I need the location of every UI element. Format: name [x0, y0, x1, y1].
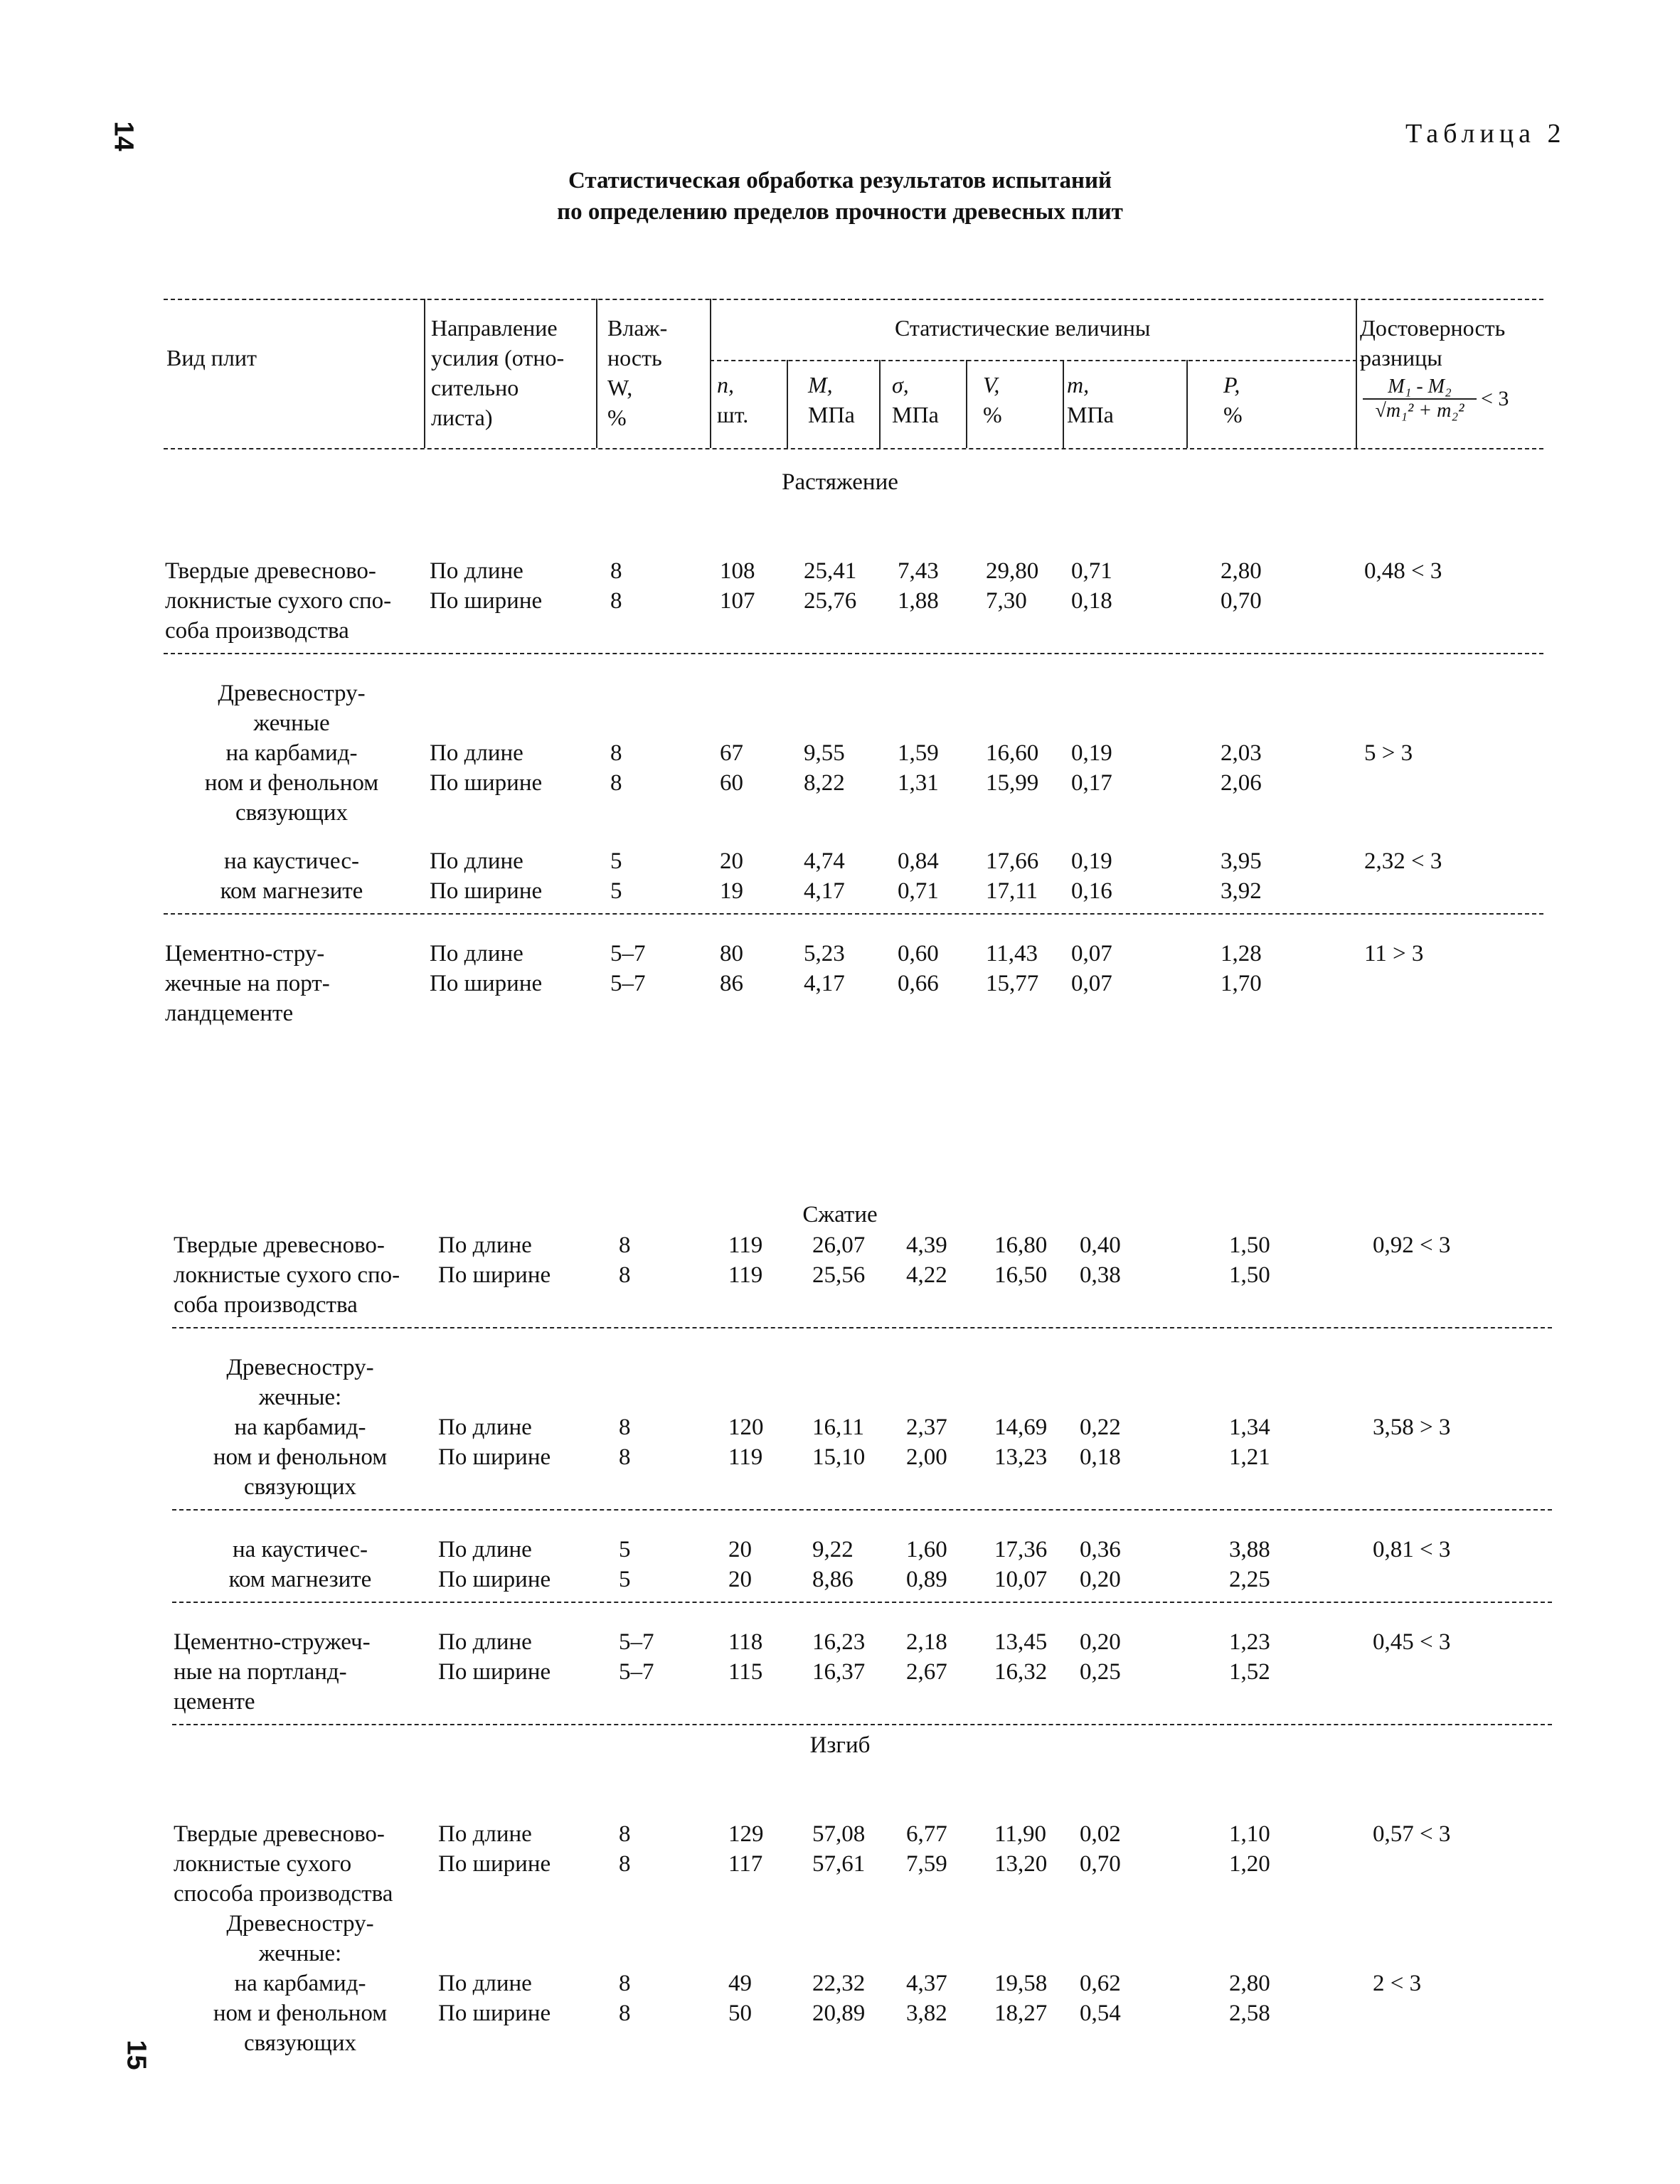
cell-std-dev: 0,71: [898, 878, 939, 904]
cell-std-dev: 1,31: [898, 770, 939, 796]
cell-std-dev: 7,59: [906, 1851, 947, 1877]
cell-direction: По длине: [438, 1821, 532, 1847]
cell-direction: По ширине: [430, 770, 543, 796]
cell-variation: 18,27: [994, 2001, 1048, 2026]
header-n: n, шт.: [717, 372, 749, 427]
plate-type-line: ные на портланд-: [174, 1659, 347, 1685]
cell-significance: 0,81 < 3: [1373, 1537, 1451, 1562]
cell-accuracy: 1,52: [1229, 1659, 1270, 1685]
cell-accuracy: 2,06: [1221, 770, 1262, 796]
cell-mean: 16,11: [812, 1415, 865, 1440]
cell-direction: По ширине: [438, 2001, 551, 2026]
cell-moisture: 5–7: [619, 1659, 654, 1685]
cell-mean-error: 0,07: [1071, 971, 1112, 996]
cell-moisture: 8: [619, 1821, 631, 1847]
cell-significance: 2,32 < 3: [1364, 848, 1442, 874]
cell-moisture: 5: [619, 1537, 631, 1562]
plate-type-line: локнистые сухого: [174, 1851, 352, 1877]
header-accuracy: P, %: [1223, 372, 1243, 427]
plate-type-line: соба производства: [174, 1292, 358, 1318]
cell-mean: 4,74: [804, 848, 845, 874]
row-separator: [164, 653, 1543, 654]
cell-std-dev: 7,43: [898, 558, 939, 584]
cell-std-dev: 0,66: [898, 971, 939, 996]
cell-mean: 22,32: [812, 1971, 866, 1996]
header-stat-group: Статистические величины: [895, 315, 1151, 341]
row-separator: [164, 913, 1543, 915]
cell-accuracy: 0,70: [1221, 588, 1262, 614]
row-separator: [172, 1602, 1552, 1603]
header-divider: [596, 299, 597, 448]
plate-type-line: Древесностру-: [218, 681, 366, 706]
cell-std-dev: 0,84: [898, 848, 939, 874]
cell-count: 19: [720, 878, 743, 904]
cell-std-dev: 4,37: [906, 1971, 947, 1996]
cell-mean: 8,86: [812, 1567, 854, 1592]
cell-accuracy: 3,88: [1229, 1537, 1270, 1562]
cell-direction: По ширине: [438, 1567, 551, 1592]
cell-accuracy: 1,28: [1221, 941, 1262, 966]
cell-count: 50: [728, 2001, 752, 2026]
plate-type-line: Твердые древесново-: [174, 1232, 385, 1258]
cell-variation: 29,80: [986, 558, 1039, 584]
cell-moisture: 8: [619, 1444, 631, 1470]
cell-mean-error: 0,07: [1071, 941, 1112, 966]
cell-moisture: 8: [610, 558, 622, 584]
cell-std-dev: 2,18: [906, 1629, 947, 1655]
cell-significance: 2 < 3: [1373, 1971, 1422, 1996]
cell-mean-error: 0,40: [1080, 1232, 1121, 1258]
cell-count: 115: [728, 1659, 763, 1685]
header-divider: [424, 299, 425, 448]
cell-mean-error: 0,22: [1080, 1415, 1121, 1440]
cell-mean: 15,10: [812, 1444, 866, 1470]
plate-type-line: Древесностру-: [226, 1355, 374, 1380]
cell-mean: 4,17: [804, 878, 845, 904]
cell-std-dev: 2,00: [906, 1444, 947, 1470]
cell-moisture: 5: [610, 848, 622, 874]
cell-accuracy: 1,10: [1229, 1821, 1270, 1847]
cell-std-dev: 2,67: [906, 1659, 947, 1685]
header-sigma: σ, МПа: [892, 372, 939, 427]
cell-accuracy: 1,50: [1229, 1232, 1270, 1258]
cell-variation: 16,80: [994, 1232, 1048, 1258]
cell-variation: 13,20: [994, 1851, 1048, 1877]
cell-mean-error: 0,62: [1080, 1971, 1121, 1996]
cell-count: 60: [720, 770, 743, 796]
cell-mean: 5,23: [804, 941, 845, 966]
cell-accuracy: 2,58: [1229, 2001, 1270, 2026]
cell-mean: 16,37: [812, 1659, 866, 1685]
cell-accuracy: 1,23: [1229, 1629, 1270, 1655]
header-variation: V, %: [983, 372, 1002, 427]
cell-direction: По длине: [430, 558, 523, 584]
table-title-line2: по определению пределов прочности древесных плит: [557, 199, 1123, 225]
plate-type-line: ном и фенольном: [213, 2001, 388, 2026]
cell-count: 119: [728, 1444, 763, 1470]
header-moisture: Влаж- ность W, %: [607, 315, 668, 430]
cell-mean: 25,56: [812, 1262, 866, 1288]
cell-mean-error: 0,36: [1080, 1537, 1121, 1562]
cell-variation: 14,69: [994, 1415, 1048, 1440]
plate-type-line: Цементно-стру-: [165, 941, 325, 966]
table-title-line1: Статистическая обработка результатов испытаний: [568, 168, 1112, 193]
row-separator: [172, 1327, 1552, 1328]
header-divider: [966, 360, 967, 448]
cell-count: 120: [728, 1415, 764, 1440]
cell-count: 49: [728, 1971, 752, 1996]
cell-mean-error: 0,17: [1071, 770, 1112, 796]
cell-direction: По ширине: [430, 588, 543, 614]
header-direction: Направление усилия (отно- сительно листа): [431, 315, 565, 430]
cell-count: 107: [720, 588, 755, 614]
cell-moisture: 8: [619, 2001, 631, 2026]
cell-moisture: 8: [619, 1851, 631, 1877]
header-formula: M₁ - M₂ √m₁² + m₂² < 3: [1363, 375, 1505, 422]
cell-accuracy: 1,70: [1221, 971, 1262, 996]
cell-mean-error: 0,19: [1071, 848, 1112, 874]
plate-type-line: соба производства: [165, 618, 349, 644]
cell-variation: 17,36: [994, 1537, 1048, 1562]
cell-moisture: 5–7: [610, 971, 646, 996]
cell-significance: 0,57 < 3: [1373, 1821, 1451, 1847]
section-title: Растяжение: [782, 469, 898, 495]
cell-variation: 10,07: [994, 1567, 1048, 1592]
plate-type-line: на карбамид-: [234, 1971, 366, 1996]
cell-accuracy: 2,80: [1229, 1971, 1270, 1996]
cell-mean-error: 0,20: [1080, 1567, 1121, 1592]
cell-mean: 26,07: [812, 1232, 866, 1258]
cell-mean: 57,08: [812, 1821, 866, 1847]
header-error: m, МПа: [1067, 372, 1114, 427]
plate-type-line: ком магнезите: [220, 878, 363, 904]
header-type: Вид плит: [166, 345, 257, 371]
cell-count: 20: [728, 1567, 752, 1592]
header-divider: [1186, 360, 1188, 448]
cell-count: 20: [720, 848, 743, 874]
row-separator: [172, 1509, 1552, 1511]
plate-type-line: цементе: [174, 1689, 255, 1715]
cell-moisture: 5–7: [619, 1629, 654, 1655]
header-divider: [879, 360, 881, 448]
page-number-top: 14: [108, 121, 139, 151]
cell-mean: 16,23: [812, 1629, 866, 1655]
plate-type-line: Цементно-стружеч-: [174, 1629, 371, 1655]
cell-std-dev: 6,77: [906, 1821, 947, 1847]
cell-mean-error: 0,71: [1071, 558, 1112, 584]
cell-mean-error: 0,18: [1080, 1444, 1121, 1470]
cell-mean-error: 0,02: [1080, 1821, 1121, 1847]
cell-moisture: 8: [610, 740, 622, 766]
plate-type-line: Твердые древесново-: [174, 1821, 385, 1847]
cell-mean-error: 0,19: [1071, 740, 1112, 766]
cell-significance: 11 > 3: [1364, 941, 1424, 966]
cell-direction: По длине: [430, 941, 523, 966]
cell-direction: По длине: [438, 1537, 532, 1562]
header-bottom-rule: [164, 448, 1543, 449]
cell-mean: 25,76: [804, 588, 857, 614]
cell-direction: По ширине: [438, 1262, 551, 1288]
cell-direction: По ширине: [430, 971, 543, 996]
plate-type-line: на каустичес-: [224, 848, 359, 874]
cell-variation: 15,99: [986, 770, 1039, 796]
plate-type-line: жечные:: [258, 1385, 342, 1410]
cell-count: 80: [720, 941, 743, 966]
cell-moisture: 8: [619, 1971, 631, 1996]
cell-variation: 16,50: [994, 1262, 1048, 1288]
cell-mean: 9,55: [804, 740, 845, 766]
cell-variation: 19,58: [994, 1971, 1048, 1996]
cell-std-dev: 1,60: [906, 1537, 947, 1562]
cell-accuracy: 3,92: [1221, 878, 1262, 904]
cell-moisture: 8: [610, 770, 622, 796]
plate-type-line: ком магнезите: [228, 1567, 372, 1592]
cell-direction: По длине: [438, 1971, 532, 1996]
cell-direction: По длине: [438, 1232, 532, 1258]
cell-significance: 0,92 < 3: [1373, 1232, 1451, 1258]
section-title: Сжатие: [802, 1202, 878, 1227]
cell-count: 117: [728, 1851, 763, 1877]
cell-std-dev: 0,89: [906, 1567, 947, 1592]
cell-direction: По длине: [430, 848, 523, 874]
plate-type-line: жечные: [253, 710, 330, 736]
cell-count: 119: [728, 1232, 763, 1258]
cell-mean-error: 0,16: [1071, 878, 1112, 904]
cell-count: 20: [728, 1537, 752, 1562]
cell-variation: 7,30: [986, 588, 1027, 614]
cell-accuracy: 1,21: [1229, 1444, 1270, 1470]
cell-direction: По ширине: [438, 1659, 551, 1685]
cell-mean: 57,61: [812, 1851, 866, 1877]
cell-variation: 11,90: [994, 1821, 1047, 1847]
cell-moisture: 5–7: [610, 941, 646, 966]
cell-variation: 16,32: [994, 1659, 1048, 1685]
cell-direction: По ширине: [430, 878, 543, 904]
cell-mean: 9,22: [812, 1537, 854, 1562]
header-mean: M, МПа: [808, 372, 855, 427]
plate-type-line: связующих: [235, 800, 349, 826]
plate-type-line: способа производства: [174, 1881, 393, 1907]
row-separator: [172, 1724, 1552, 1725]
plate-type-line: связующих: [243, 2030, 357, 2056]
cell-moisture: 5: [619, 1567, 631, 1592]
cell-std-dev: 1,59: [898, 740, 939, 766]
header-divider: [1063, 360, 1064, 448]
cell-accuracy: 1,34: [1229, 1415, 1270, 1440]
cell-std-dev: 4,39: [906, 1232, 947, 1258]
plate-type-line: ландцементе: [165, 1001, 294, 1026]
plate-type-line: Древесностру-: [226, 1911, 374, 1937]
cell-moisture: 5: [610, 878, 622, 904]
cell-direction: По ширине: [438, 1444, 551, 1470]
cell-std-dev: 3,82: [906, 2001, 947, 2026]
cell-std-dev: 0,60: [898, 941, 939, 966]
cell-variation: 11,43: [986, 941, 1038, 966]
plate-type-line: на карбамид-: [225, 740, 358, 766]
plate-type-line: Твердые древесново-: [165, 558, 376, 584]
cell-std-dev: 4,22: [906, 1262, 947, 1288]
plate-type-line: на каустичес-: [233, 1537, 368, 1562]
cell-count: 67: [720, 740, 743, 766]
cell-mean: 8,22: [804, 770, 845, 796]
cell-mean: 4,17: [804, 971, 845, 996]
cell-mean-error: 0,38: [1080, 1262, 1121, 1288]
cell-accuracy: 2,25: [1229, 1567, 1270, 1592]
cell-moisture: 8: [619, 1415, 631, 1440]
cell-direction: По длине: [438, 1415, 532, 1440]
header-top-rule: [164, 299, 1543, 300]
plate-type-line: на карбамид-: [234, 1415, 366, 1440]
cell-mean: 20,89: [812, 2001, 866, 2026]
cell-variation: 17,66: [986, 848, 1039, 874]
cell-count: 86: [720, 971, 743, 996]
header-divider: [1356, 299, 1357, 448]
cell-significance: 0,45 < 3: [1373, 1629, 1451, 1655]
cell-count: 119: [728, 1262, 763, 1288]
cell-count: 129: [728, 1821, 764, 1847]
header-divider: [787, 360, 788, 448]
cell-mean-error: 0,20: [1080, 1629, 1121, 1655]
cell-accuracy: 2,03: [1221, 740, 1262, 766]
cell-moisture: 8: [619, 1262, 631, 1288]
cell-accuracy: 3,95: [1221, 848, 1262, 874]
cell-moisture: 8: [619, 1232, 631, 1258]
plate-type-line: связующих: [243, 1474, 357, 1500]
cell-direction: По длине: [430, 740, 523, 766]
cell-count: 108: [720, 558, 755, 584]
cell-moisture: 8: [610, 588, 622, 614]
cell-significance: 3,58 > 3: [1373, 1415, 1451, 1440]
cell-mean: 25,41: [804, 558, 857, 584]
plate-type-line: жечные:: [258, 1941, 342, 1966]
cell-accuracy: 1,20: [1229, 1851, 1270, 1877]
plate-type-line: локнистые сухого спо-: [174, 1262, 400, 1288]
cell-significance: 0,48 < 3: [1364, 558, 1442, 584]
cell-direction: По ширине: [438, 1851, 551, 1877]
plate-type-line: ном и фенольном: [213, 1444, 388, 1470]
cell-std-dev: 2,37: [906, 1415, 947, 1440]
cell-accuracy: 2,80: [1221, 558, 1262, 584]
cell-mean-error: 0,70: [1080, 1851, 1121, 1877]
cell-variation: 13,45: [994, 1629, 1048, 1655]
plate-type-line: ном и фенольном: [204, 770, 379, 796]
cell-variation: 13,23: [994, 1444, 1048, 1470]
cell-mean-error: 0,54: [1080, 2001, 1121, 2026]
cell-variation: 17,11: [986, 878, 1038, 904]
cell-accuracy: 1,50: [1229, 1262, 1270, 1288]
cell-significance: 5 > 3: [1364, 740, 1413, 766]
table-label: Таблица 2: [1405, 119, 1566, 149]
plate-type-line: локнистые сухого спо-: [165, 588, 392, 614]
cell-std-dev: 1,88: [898, 588, 939, 614]
header-significance: Достоверность разницы: [1360, 315, 1506, 371]
cell-variation: 16,60: [986, 740, 1039, 766]
header-group-rule: [710, 360, 1364, 361]
section-title: Изгиб: [809, 1732, 871, 1758]
cell-variation: 15,77: [986, 971, 1039, 996]
plate-type-line: жечные на порт-: [165, 971, 330, 996]
cell-mean-error: 0,18: [1071, 588, 1112, 614]
cell-mean-error: 0,25: [1080, 1659, 1121, 1685]
cell-direction: По длине: [438, 1629, 532, 1655]
page-number-bottom: 15: [121, 2040, 151, 2070]
header-divider: [710, 299, 711, 448]
cell-count: 118: [728, 1629, 763, 1655]
